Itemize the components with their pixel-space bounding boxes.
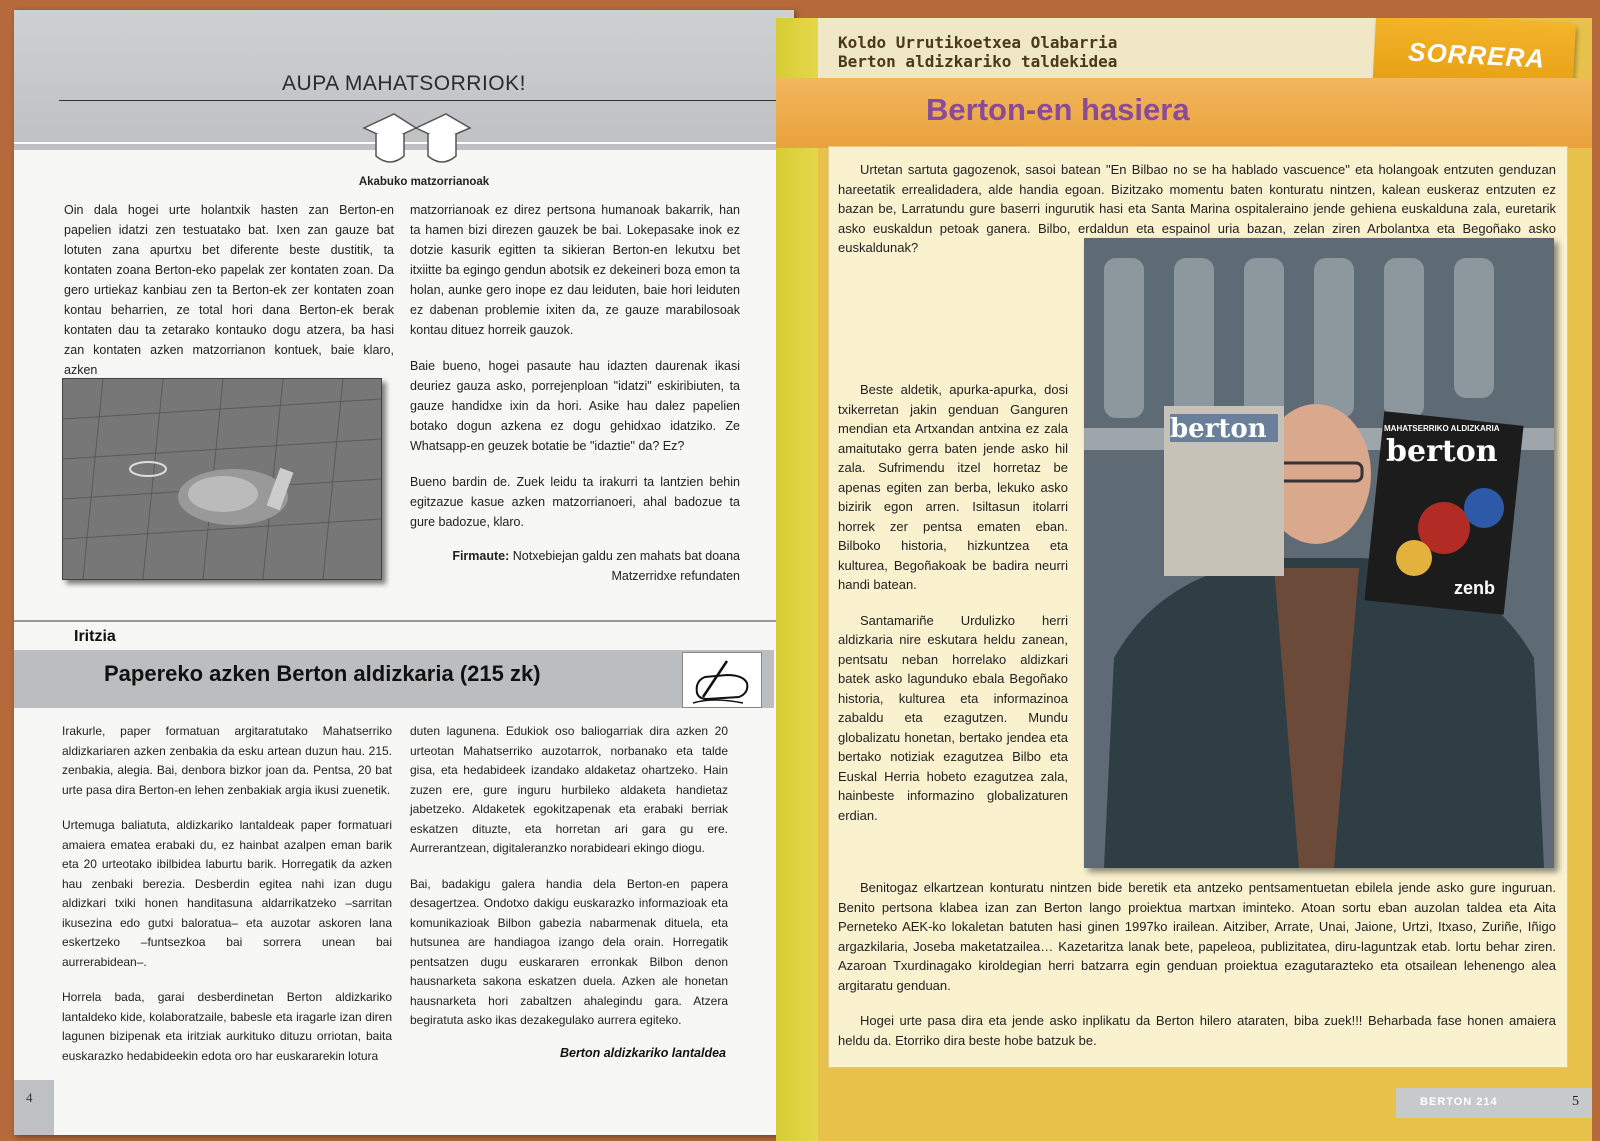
- page-number-tab: [14, 1080, 54, 1135]
- paragraph: Hogei urte pasa dira eta jende asko inplikatu da Berton hilero ataraten, biba zuek!!! Beharbada fase honen amaiera heldu da. Etorriko dira beste hobe batzuk be.: [838, 1013, 1556, 1048]
- section-tag-label: SORRERA: [1407, 36, 1546, 74]
- magazine-1-title: berton: [1170, 414, 1267, 444]
- magazine-2-header: MAHATSERRIKO ALDIZKARIA: [1384, 424, 1500, 433]
- page-number: 4: [26, 1090, 33, 1105]
- paragraph: Horrela bada, garai desberdinetan Berton aldizkariko lantaldeko kide, kolaboratzaile, babesle eta iragarle izan diren lagunen bizipenak eta iritziak aurkituko dituzu orriotan, baita euskarazko hedabideekin edota oro har euskararekin lotura: [62, 990, 392, 1063]
- paragraph: Oin dala hogei urte holantxik hasten zan Berton-en papelien idatzi zen testuatako bat. Ixen zan gauze bat lotuten zana apurtxu bet diferente beste dustitik, ta kontaten zoana Berton-eko papelak zer kontaten zoan. Da gero urtiekaz kanbiau zen ta Berton-ek zer kontaten zoan kontau beharrien, ze total hori dana Berton-ek berak kontaten dau ta zetarako kontauko dogu atzera, ba hasi zan kontaten azken matzorrianon kontuek, baie klaro, azken: [64, 203, 394, 377]
- man-holding-magazines-photo: [1084, 238, 1554, 868]
- magazine-2-number: zenb: [1454, 578, 1496, 598]
- paragraph: matzorrianoak ez direz pertsona humanoak bakarrik, han ta hamen bizi direzen gauzek be bai. Lokepasake inok ez dotzie kasurik egitten ta sikieran Berton-en lekutxu bet itxiitte ba egingo gendun abotsik ez dekeineri boza emon ta holan, aunke gero inope ez dau leiduten, baie hori leiduten ez dabenan problemie ixiten da, ze gauze marabilosoak kontau dituez horreik gauzok.: [410, 203, 740, 337]
- paragraph: Bai, badakigu galera handia dela Berton-en papera desagertzea. Ondotxo dakigu euskarazko informazioak eta komunikazioak Bilbon gabezia nabarmenak dituela, eta hutsunea are handiagoa izango dela orain. Horregatik pentsatzen dugu euskararen erronkak Bilbon denon hausnarketa sakona eskatzen duela. Azken ale honetan hausnarketa hori zabaltzen ahalegindu gara. Atzera begiratuta asko ikas dezakegulako aurrera egiteko.: [410, 876, 728, 1027]
- article-title: Berton-en hasiera: [926, 92, 1190, 127]
- header-rule: [59, 100, 779, 101]
- opinion-column-2: [410, 722, 728, 1047]
- signature-text: Notxebiejan galdu zen mahats bat doana Matzerridxe refundaten: [512, 549, 740, 583]
- caps-caption: Akabuko matzorrianoak: [358, 176, 490, 188]
- magazine-2-title: berton: [1386, 434, 1498, 469]
- footer-label: BERTON 214: [1420, 1096, 1498, 1108]
- signature-block: [410, 546, 740, 586]
- closing-text: [838, 878, 1556, 1066]
- left-column-text: [838, 380, 1068, 841]
- opinion-column-1: [62, 722, 392, 1082]
- page-footer: [1396, 1088, 1592, 1118]
- article-column-2: [410, 200, 740, 548]
- paragraph: Baie bueno, hogei pasaute hau idazten daurenak ikasi deuriez gauza asko, porrejenploan "idatzi" eskiribiuten, ta gauze handidxe ixin da hori. Asike hau dalez papelien botako dogun azkena ez dogu gehidxao idatziko. Ze Whatsapp-en geuzek botatie be "idaztie" da? Ez?: [410, 359, 740, 453]
- paragraph: Bueno bardin de. Zuek leidu ta irakurri ta lantzien behin egitzazue kasue azken matzorrianoeri, ahal badozue ta gure badozue, klaro.: [410, 475, 740, 529]
- paragraph: Urtemuga baliatuta, aldizkariko lantaldeak paper formatuari amaiera ematea erabaki du, ez hainbat azalpen eman barik eta 20 urteotako ibilbidea laburtu barik. Horregatik da azken hau zenbaki berezia. Desberdin egitea nahi izan dugu aldizkari txiki honen handitasuna aldarrikatzeko –sarritan ikusezina edo gutxi baloratua– eta auzotar askoren lana eskertzeko –funtsezkoa bai sorrera unean bai aurrerabidean–.: [62, 818, 392, 969]
- left-page: [14, 10, 794, 1135]
- paragraph: duten lagunena. Edukiok oso baliogarriak dira azken 20 urteotan Mahatserriko auzotarrok, norbanako eta talde gisa, eta hedabideek izandako aldaketaz ohartzeko. Hain zuzen ere, gure inguru hurbileko aldaketa handietaz jabetzeko. Aldaketek egokitzapenak eta erabaki berriak eskatzen dituzte, eta horretan ari gara gu ere. Aurrerantzean, digitaleranzko norabideari ekingo diogu.: [410, 724, 728, 855]
- right-page: [776, 18, 1592, 1141]
- article-column-1: [64, 200, 394, 396]
- section-label: Iritzia: [74, 628, 116, 645]
- left-header-title: AUPA MAHATSORRIOK!: [282, 72, 526, 95]
- author-role: Berton aldizkariko taldekidea: [838, 52, 1118, 71]
- page-number: 5: [1572, 1094, 1579, 1109]
- paragraph-text: Urtetan sartuta gagozenok, sasoi batean "En Bilbao no se ha hablado vascuence" eta holangoak entzuten genduzan hareetatik errealidadera, alde handia egoan. Bizitzako momentu baten konturatu nintzen, kalean euskeraz entzuten ez bazan be, Larratundu gure baserri ingurutik hasi eta Santa Marina ospitaleraino jende gehiena euskalduna zala, euretarik asko euskaldun petoak ganera. Bilbo, erdaldun eta espainol uria bazan, zelan ziren Arbolantxa eta Begoñako asko euskaldunak?: [838, 162, 1556, 255]
- paragraph: Irakurle, paper formatuan argitaratutako Mahatserriko aldizkariaren azken zenbakia da esku artean duzun hau. 215. zenbakia, alegia. Bai, denbora bizkor joan da. Pentsa, 20 bat urte pasa dira Berton-en lehen zenbakiak argia ikusi zuenetik.: [62, 724, 392, 797]
- hand-writing-box: [682, 652, 762, 708]
- paragraph: Beste aldetik, apurka-apurka, dosi txikerretan jakin genduan Ganguren mendian eta Artxandan antxina ez zala amaitutako gerra baten jende asko hil zala. Sufrimendu itzel horretaz be apenas egiten zan berba, lekuko asko bizirik egon arren. Isiltasun itolarri horrek zer pentsa ematen eban. Bilboko historia, hizkuntzea eta kulturea, Begoñakoak be badira neurri handi batean.: [838, 382, 1068, 592]
- section-divider: [14, 620, 794, 622]
- paragraph: Benitogaz elkartzean konturatu nintzen bide beretik eta antzeko pentsamentuetan ebilela jende asko gure inguruan. Benito pertsona klabea izan zan Berton lango proiektua martxan iminteko. Atoan sortu eban auzolan taldea eta Aita Perneteko AEK-ko lokaletan batuten hasi ginen 1997ko irailean. Aitziber, Arrate, Unai, Jaione, Urtzi, Itxaso, Zuriñe, Iñigo argazkilaria, Joseba maketatzailea… Kazetaritza lanak bete, papeleoa, publizitatea, diru-laguntzak etab. lortu behar ziren. Azaroan Txurdinagako kiroldegian herri batzarra egin genduan proiektua ezagutarazteko eta otsailean lehenengo alea argitaratu genduan.: [838, 880, 1556, 993]
- opinion-signature: Berton aldizkariko lantaldea: [559, 1046, 726, 1060]
- paragraph: Santamariñe Urdulizko herri aldizkaria nire eskutara heldu zanean, pentsatu neban horrelako aldizkari batek asko lagunduko ebala Begoñako historia, kulturea eta informazinoa zabaldu eta ezagutzen. Mundu globalizatu honetan, bertako jendea eta bertako notiziak ezagutzea Bilbo eta Euskal Herria hobeto ezagutzea zala, hainbeste informazino globalizaturen erdian.: [838, 612, 1068, 823]
- author-name: Koldo Urrutikoetxea Olabarria: [838, 33, 1118, 52]
- signature-label: Firmaute:: [452, 549, 510, 563]
- side-stripe: [776, 18, 818, 1141]
- graduation-caps-icon: [354, 106, 474, 176]
- section-title: Papereko azken Berton aldizkaria (215 zk): [104, 661, 541, 686]
- hand-writing-icon: [683, 653, 761, 707]
- ribbons-photo: [62, 378, 382, 580]
